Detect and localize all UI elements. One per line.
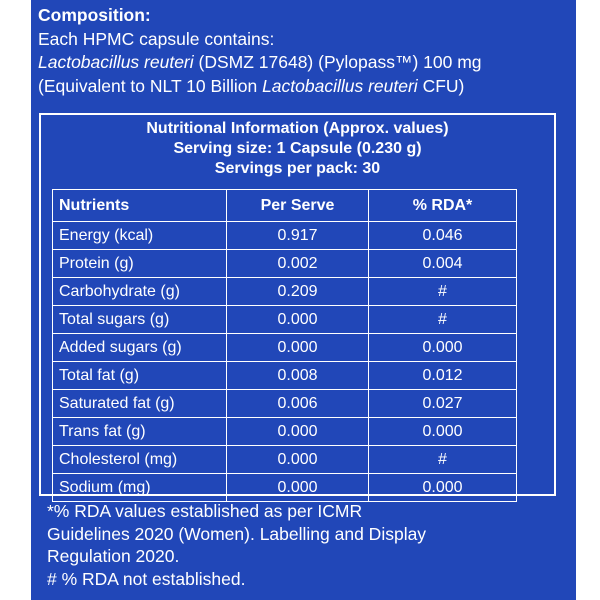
rda-value: 0.000 bbox=[369, 334, 517, 362]
nutrition-header bbox=[41, 119, 554, 179]
composition-line-2 bbox=[38, 51, 482, 75]
strain-details: (DSMZ 17648) (Pylopass™) 100 mg bbox=[193, 52, 482, 72]
table-row bbox=[53, 334, 517, 362]
rda-footnote bbox=[47, 500, 426, 590]
table-row bbox=[53, 250, 517, 278]
footnote-line-3: Regulation 2020. bbox=[47, 546, 180, 566]
composition-line-1: Each HPMC capsule contains: bbox=[38, 28, 275, 49]
rda-value: 0.046 bbox=[369, 222, 517, 250]
per-serve-value: 0.000 bbox=[227, 446, 369, 474]
rda-value: # bbox=[369, 278, 517, 306]
serving-size: Serving size: 1 Capsule (0.230 g) bbox=[173, 140, 422, 157]
table-row bbox=[53, 362, 517, 390]
footnote-line-2: Guidelines 2020 (Women). Labelling and Display bbox=[47, 523, 427, 544]
table-row bbox=[53, 222, 517, 250]
rda-value: 0.004 bbox=[369, 250, 517, 278]
header-nutrients: Nutrients bbox=[53, 190, 227, 222]
nutrient-name: Protein (g) bbox=[53, 250, 227, 278]
rda-value: # bbox=[369, 446, 517, 474]
nutrient-name: Total sugars (g) bbox=[53, 306, 227, 334]
header-rda: % RDA* bbox=[369, 190, 517, 222]
per-serve-value: 0.000 bbox=[227, 474, 369, 502]
servings-per-pack: Servings per pack: 30 bbox=[214, 160, 381, 177]
nutrient-name: Sodium (mg) bbox=[53, 474, 227, 502]
table-row bbox=[53, 390, 517, 418]
per-serve-value: 0.002 bbox=[227, 250, 369, 278]
rda-value: # bbox=[369, 306, 517, 334]
per-serve-value: 0.000 bbox=[227, 306, 369, 334]
nutrient-name: Trans fat (g) bbox=[53, 418, 227, 446]
footnote-line-1: *% RDA values established as per ICMR bbox=[47, 501, 363, 521]
nutrient-name: Cholesterol (mg) bbox=[53, 446, 227, 474]
table-row bbox=[53, 446, 517, 474]
composition-section bbox=[38, 4, 482, 98]
table-row bbox=[53, 306, 517, 334]
nutrient-name: Saturated fat (g) bbox=[53, 390, 227, 418]
footnote-line-4: # % RDA not established. bbox=[47, 568, 246, 589]
strain-name-cfu: Lactobacillus reuteri bbox=[262, 75, 418, 96]
composition-line-3 bbox=[38, 75, 482, 99]
per-serve-value: 0.006 bbox=[227, 390, 369, 418]
rda-value: 0.000 bbox=[369, 418, 517, 446]
per-serve-value: 0.008 bbox=[227, 362, 369, 390]
per-serve-value: 0.000 bbox=[227, 334, 369, 362]
rda-value: 0.000 bbox=[369, 474, 517, 502]
table-header-row bbox=[53, 190, 517, 222]
nutrient-name: Added sugars (g) bbox=[53, 334, 227, 362]
per-serve-value: 0.209 bbox=[227, 278, 369, 306]
strain-name: Lactobacillus reuteri bbox=[38, 52, 194, 72]
nutrition-box bbox=[39, 113, 556, 496]
rda-value: 0.027 bbox=[369, 390, 517, 418]
header-per-serve: Per Serve bbox=[227, 190, 369, 222]
nutrition-title: Nutritional Information (Approx. values) bbox=[146, 120, 449, 137]
label-panel bbox=[31, 0, 576, 600]
rda-value: 0.012 bbox=[369, 362, 517, 390]
nutrient-name: Carbohydrate (g) bbox=[53, 278, 227, 306]
equivalent-suffix: CFU) bbox=[417, 75, 465, 96]
nutrient-name: Total fat (g) bbox=[53, 362, 227, 390]
table-row bbox=[53, 278, 517, 306]
table-row bbox=[53, 474, 517, 502]
per-serve-value: 0.000 bbox=[227, 418, 369, 446]
table-row bbox=[53, 418, 517, 446]
nutrient-name: Energy (kcal) bbox=[53, 222, 227, 250]
per-serve-value: 0.917 bbox=[227, 222, 369, 250]
composition-heading: Composition: bbox=[38, 5, 151, 25]
equivalent-prefix: (Equivalent to NLT 10 Billion bbox=[38, 75, 263, 96]
nutrition-table bbox=[52, 189, 517, 502]
